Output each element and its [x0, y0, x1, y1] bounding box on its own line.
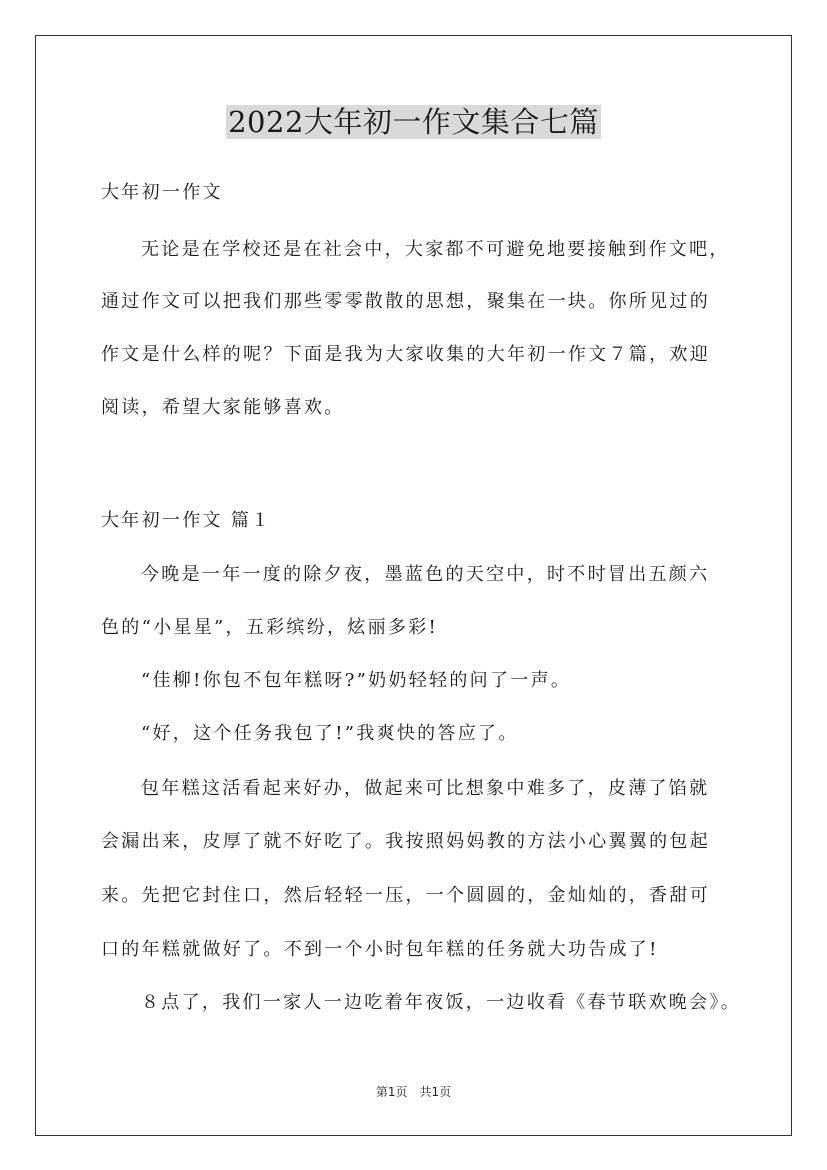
intro-line-2: 通过作文可以把我们那些零零散散的思想，聚集在一块。你所见过的 [101, 291, 710, 312]
section-heading: 大年初一作文 [101, 182, 223, 203]
body-line-3: “佳柳!你包不包年糕呀?”奶奶轻轻的问了一声。 [141, 670, 572, 691]
document-title [0, 101, 827, 143]
body-line-9: ８点了，我们一家人一边吃着年夜饭，一边收看《春节联欢晚会》。 [141, 992, 741, 1013]
body-line-2: 色的“小星星”，五彩缤纷，炫丽多彩! [101, 617, 439, 638]
body-line-6: 会漏出来，皮厚了就不好吃了。我按照妈妈教的方法小心翼翼的包起 [101, 831, 710, 852]
page-number-label: 第1页 共1页 [375, 1085, 452, 1099]
body-line-7: 来。先把它封住口，然后轻轻一压，一个圆圆的，金灿灿的，香甜可 [101, 885, 710, 906]
body-line-1: 今晚是一年一度的除夕夜，墨蓝色的天空中，时不时冒出五颜六 [141, 564, 710, 585]
body-line-4: “好，这个任务我包了!”我爽快的答应了。 [141, 723, 519, 744]
body-line-8: 口的年糕就做好了。不到一个小时包年糕的任务就大功告成了! [101, 939, 659, 960]
body-line-5: 包年糕这活看起来好办，做起来可比想象中难多了，皮薄了馅就 [141, 778, 710, 799]
page-footer [0, 1084, 827, 1100]
document-title-text: 2022大年初一作文集合七篇 [228, 105, 599, 139]
intro-line-4: 阅读，希望大家能够喜欢。 [101, 397, 345, 418]
intro-line-1: 无论是在学校还是在社会中，大家都不可避免地要接触到作文吧， [141, 239, 730, 260]
article-heading: 大年初一作文 篇１ [101, 510, 272, 531]
intro-line-3: 作文是什么样的呢？下面是我为大家收集的大年初一作文７篇，欢迎 [101, 344, 710, 365]
